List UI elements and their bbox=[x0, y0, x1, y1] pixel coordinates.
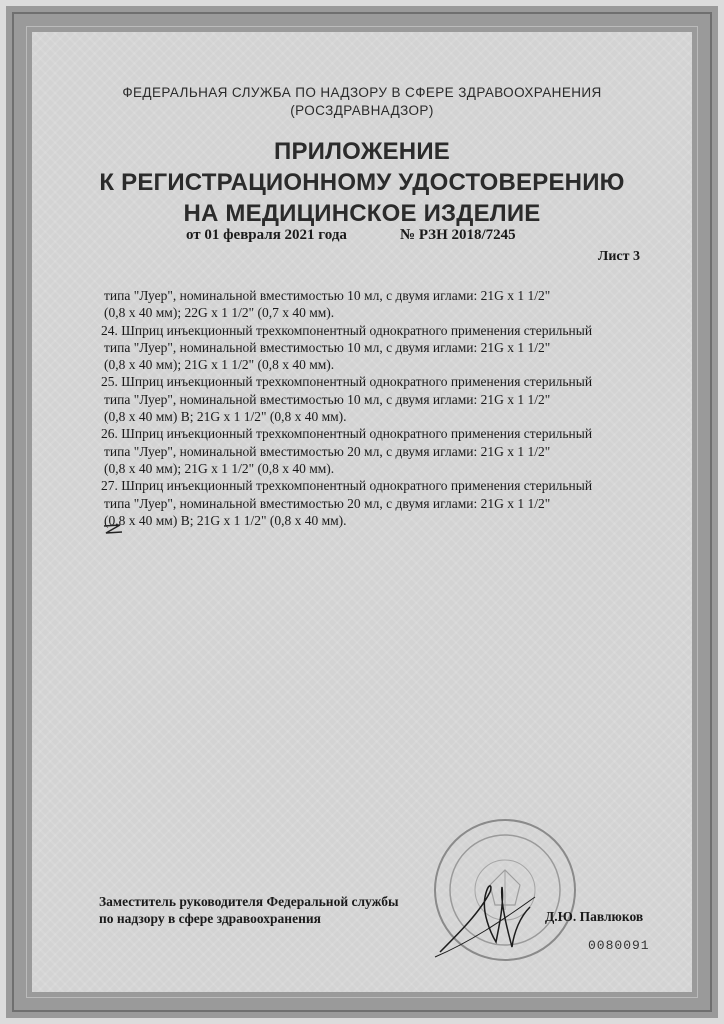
handwritten-mark-icon bbox=[102, 522, 124, 536]
title-line-2: К РЕГИСТРАЦИОННОМУ УДОСТОВЕРЕНИЮ bbox=[99, 169, 625, 196]
text-line: 25. Шприц инъекционный трехкомпонентный однократного применения стерильный bbox=[101, 374, 593, 390]
sheet-number: Лист 3 bbox=[597, 249, 640, 264]
agency-abbreviation: (РОСЗДРАВНАДЗОР) bbox=[290, 103, 434, 118]
agency-name: ФЕДЕРАЛЬНАЯ СЛУЖБА ПО НАДЗОРУ В СФЕРЕ ЗДРАВООХРАНЕНИЯ bbox=[122, 85, 602, 100]
signature-icon bbox=[430, 862, 540, 962]
text-line: типа "Луер", номинальной вместимостью 20 мл, с двумя иглами: 21G x 1 1/2" bbox=[104, 495, 551, 511]
document-title bbox=[60, 136, 664, 229]
text-line: типа "Луер", номинальной вместимостью 20 мл, с двумя иглами: 21G x 1 1/2" bbox=[104, 443, 551, 459]
text-line: (0,8 x 40 мм); 21G x 1 1/2" (0,8 x 40 мм). bbox=[104, 460, 335, 476]
text-line: (0,8 x 40 мм) В; 21G x 1 1/2" (0,8 x 40 мм). bbox=[104, 512, 347, 528]
text-line: типа "Луер", номинальной вместимостью 10 мл, с двумя иглами: 21G x 1 1/2" bbox=[104, 339, 551, 355]
text-line: 24. Шприц инъекционный трехкомпонентный однократного применения стерильный bbox=[101, 322, 593, 338]
text-line: 26. Шприц инъекционный трехкомпонентный однократного применения стерильный bbox=[101, 426, 593, 442]
signer-position-line-1: Заместитель руководителя Федеральной службы bbox=[99, 894, 399, 909]
signer-position-line-2: по надзору в сфере здравоохранения bbox=[99, 911, 321, 926]
text-line: (0,8 x 40 мм); 21G x 1 1/2" (0,8 x 40 мм). bbox=[104, 357, 335, 373]
text-line: 27. Шприц инъекционный трехкомпонентный однократного применения стерильный bbox=[101, 478, 593, 494]
signer-name: Д.Ю. Павлюков bbox=[545, 909, 644, 924]
text-line: типа "Луер", номинальной вместимостью 10 мл, с двумя иглами: 21G x 1 1/2" bbox=[104, 391, 551, 407]
title-line-1: ПРИЛОЖЕНИЕ bbox=[274, 138, 450, 165]
text-line: (0,8 x 40 мм) В; 21G x 1 1/2" (0,8 x 40 мм). bbox=[104, 409, 347, 425]
registration-number: № РЗН 2018/7245 bbox=[400, 227, 516, 243]
signer-position bbox=[99, 893, 399, 927]
product-list bbox=[101, 287, 661, 529]
text-line: типа "Луер", номинальной вместимостью 10 мл, с двумя иглами: 21G x 1 1/2" bbox=[104, 288, 551, 303]
title-line-3: НА МЕДИЦИНСКОЕ ИЗДЕЛИЕ bbox=[183, 200, 541, 227]
agency-header bbox=[60, 84, 664, 120]
text-line: (0,8 x 40 мм); 22G x 1 1/2" (0,7 x 40 мм). bbox=[104, 305, 335, 321]
serial-number: 0080091 bbox=[588, 938, 650, 953]
issue-date: от 01 февраля 2021 года bbox=[186, 227, 347, 243]
